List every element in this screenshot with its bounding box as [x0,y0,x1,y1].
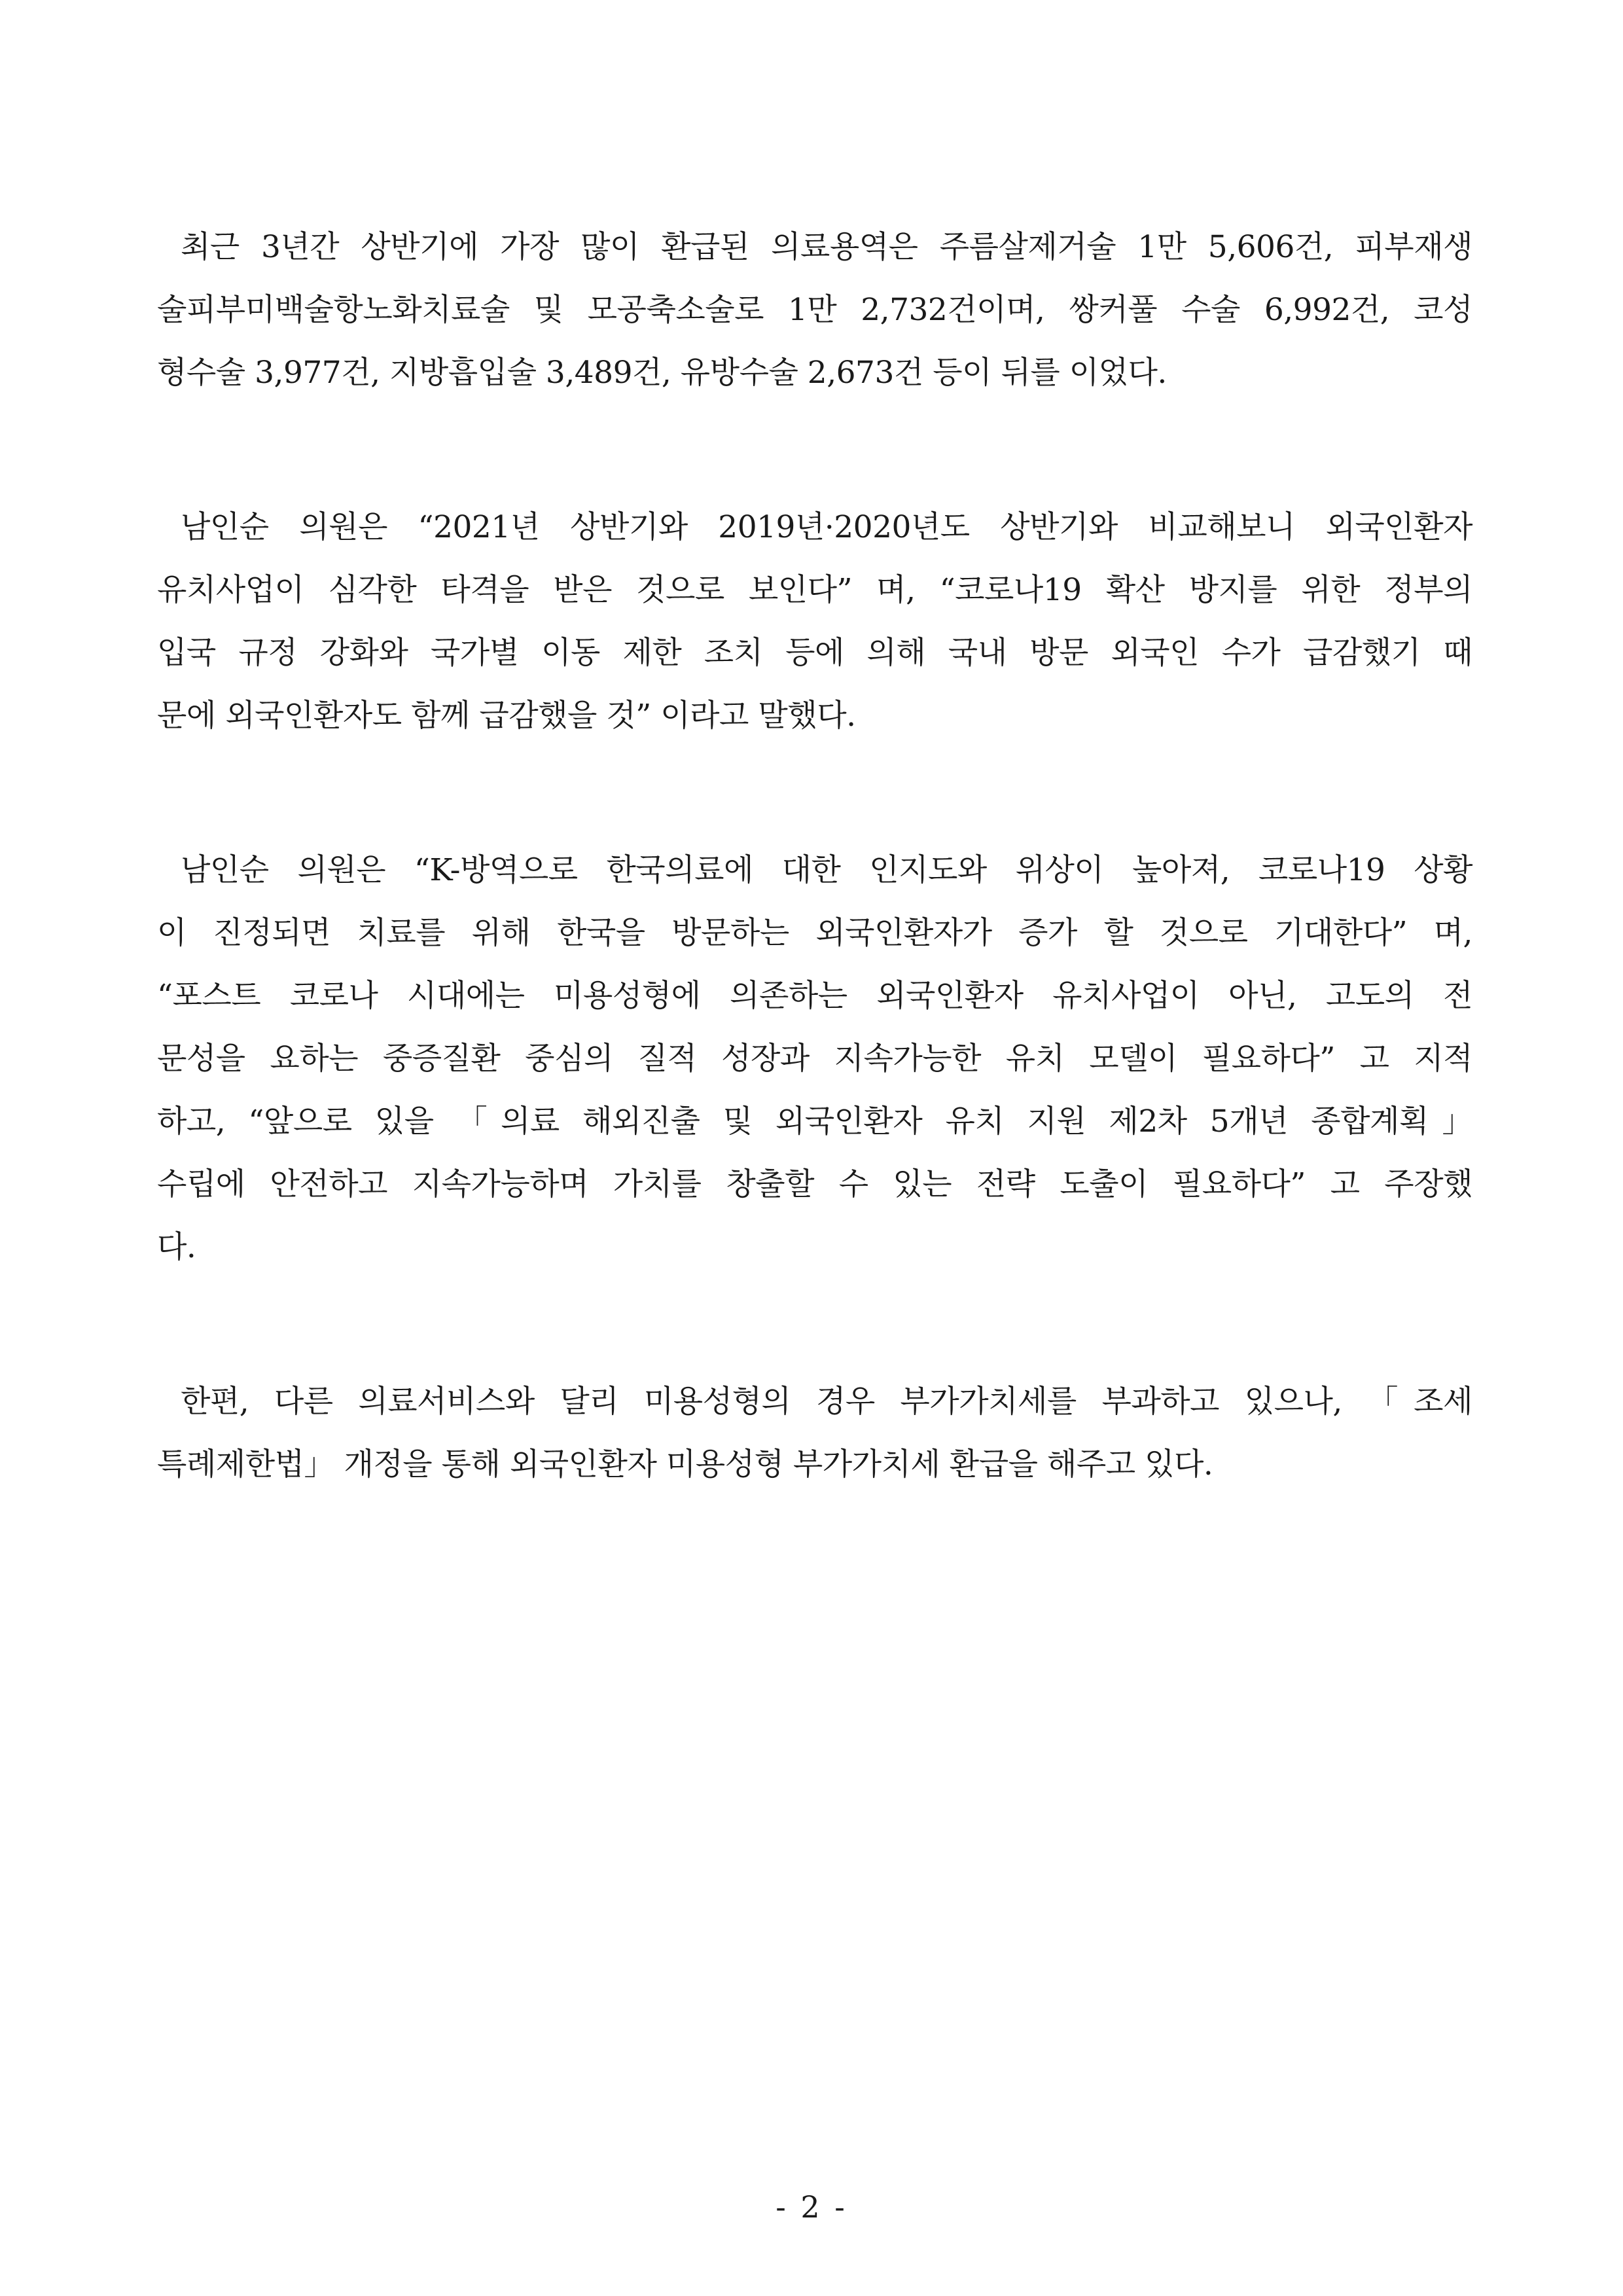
text-line: 이 진정되면 치료를 위해 한국을 방문하는 외국인환자가 증가 할 것으로 기대한다” 며, [157,915,1472,951]
text-line: 한편, 다른 의료서비스와 달리 미용성형의 경우 부가가치세를 부과하고 있으나, 「조세 [181,1384,1472,1420]
text-line: 술피부미백술항노화치료술 및 모공축소술로 1만 2,732건이며, 쌍커풀 수술 6,992건, 코성 [157,292,1472,328]
text-line: 문성을 요하는 중증질환 중심의 질적 성장과 지속가능한 유치 모델이 필요하다” 고 지적 [157,1041,1472,1077]
text-line: 수립에 안전하고 지속가능하며 가치를 창출할 수 있는 전략 도출이 필요하다” 고 주장했 [157,1166,1472,1202]
text-line: 문에 외국인환자도 함께 급감했을 것” 이라고 말했다. [157,698,856,734]
text-line: 남인순 의원은 “K-방역으로 한국의료에 대한 인지도와 위상이 높아져, 코로나19 상황 [181,852,1472,888]
page-number: - 2 - [776,2189,847,2225]
text-line: 남인순 의원은 “2021년 상반기와 2019년·2020년도 상반기와 비교해보니 외국인환자 [181,509,1472,545]
paragraph-vat-refund [157,1371,1472,1496]
text-line: 다. [157,1229,196,1265]
text-line: 최근 3년간 상반기에 가장 많이 환급된 의료용역은 주름살제거술 1만 5,606건, 피부재생 [181,229,1472,265]
document-body [157,216,1472,1588]
text-line: 형수술 3,977건, 지방흡입술 3,489건, 유방수술 2,673건 등이 뒤를 이었다. [157,355,1167,391]
paragraph-covid-impact [157,496,1472,747]
text-line: 입국 규정 강화와 국가별 이동 제한 조치 등에 의해 국내 방문 외국인 수가 급감했기 때 [157,635,1472,671]
text-line: 유치사업이 심각한 타격을 받은 것으로 보인다” 며, “코로나19 확산 방지를 위한 정부의 [157,572,1472,608]
text-line: 특례제한법」 개정을 통해 외국인환자 미용성형 부가가치세 환급을 해주고 있다. [157,1446,1213,1482]
paragraph-post-covid-strategy [157,839,1472,1279]
paragraph-refund-statistics [157,216,1472,404]
text-line: 하고, “앞으로 있을 「의료 해외진출 및 외국인환자 유치 지원 제2차 5개년 종합계획」 [157,1103,1472,1139]
text-line: “포스트 코로나 시대에는 미용성형에 의존하는 외국인환자 유치사업이 아닌, 고도의 전 [157,978,1472,1014]
